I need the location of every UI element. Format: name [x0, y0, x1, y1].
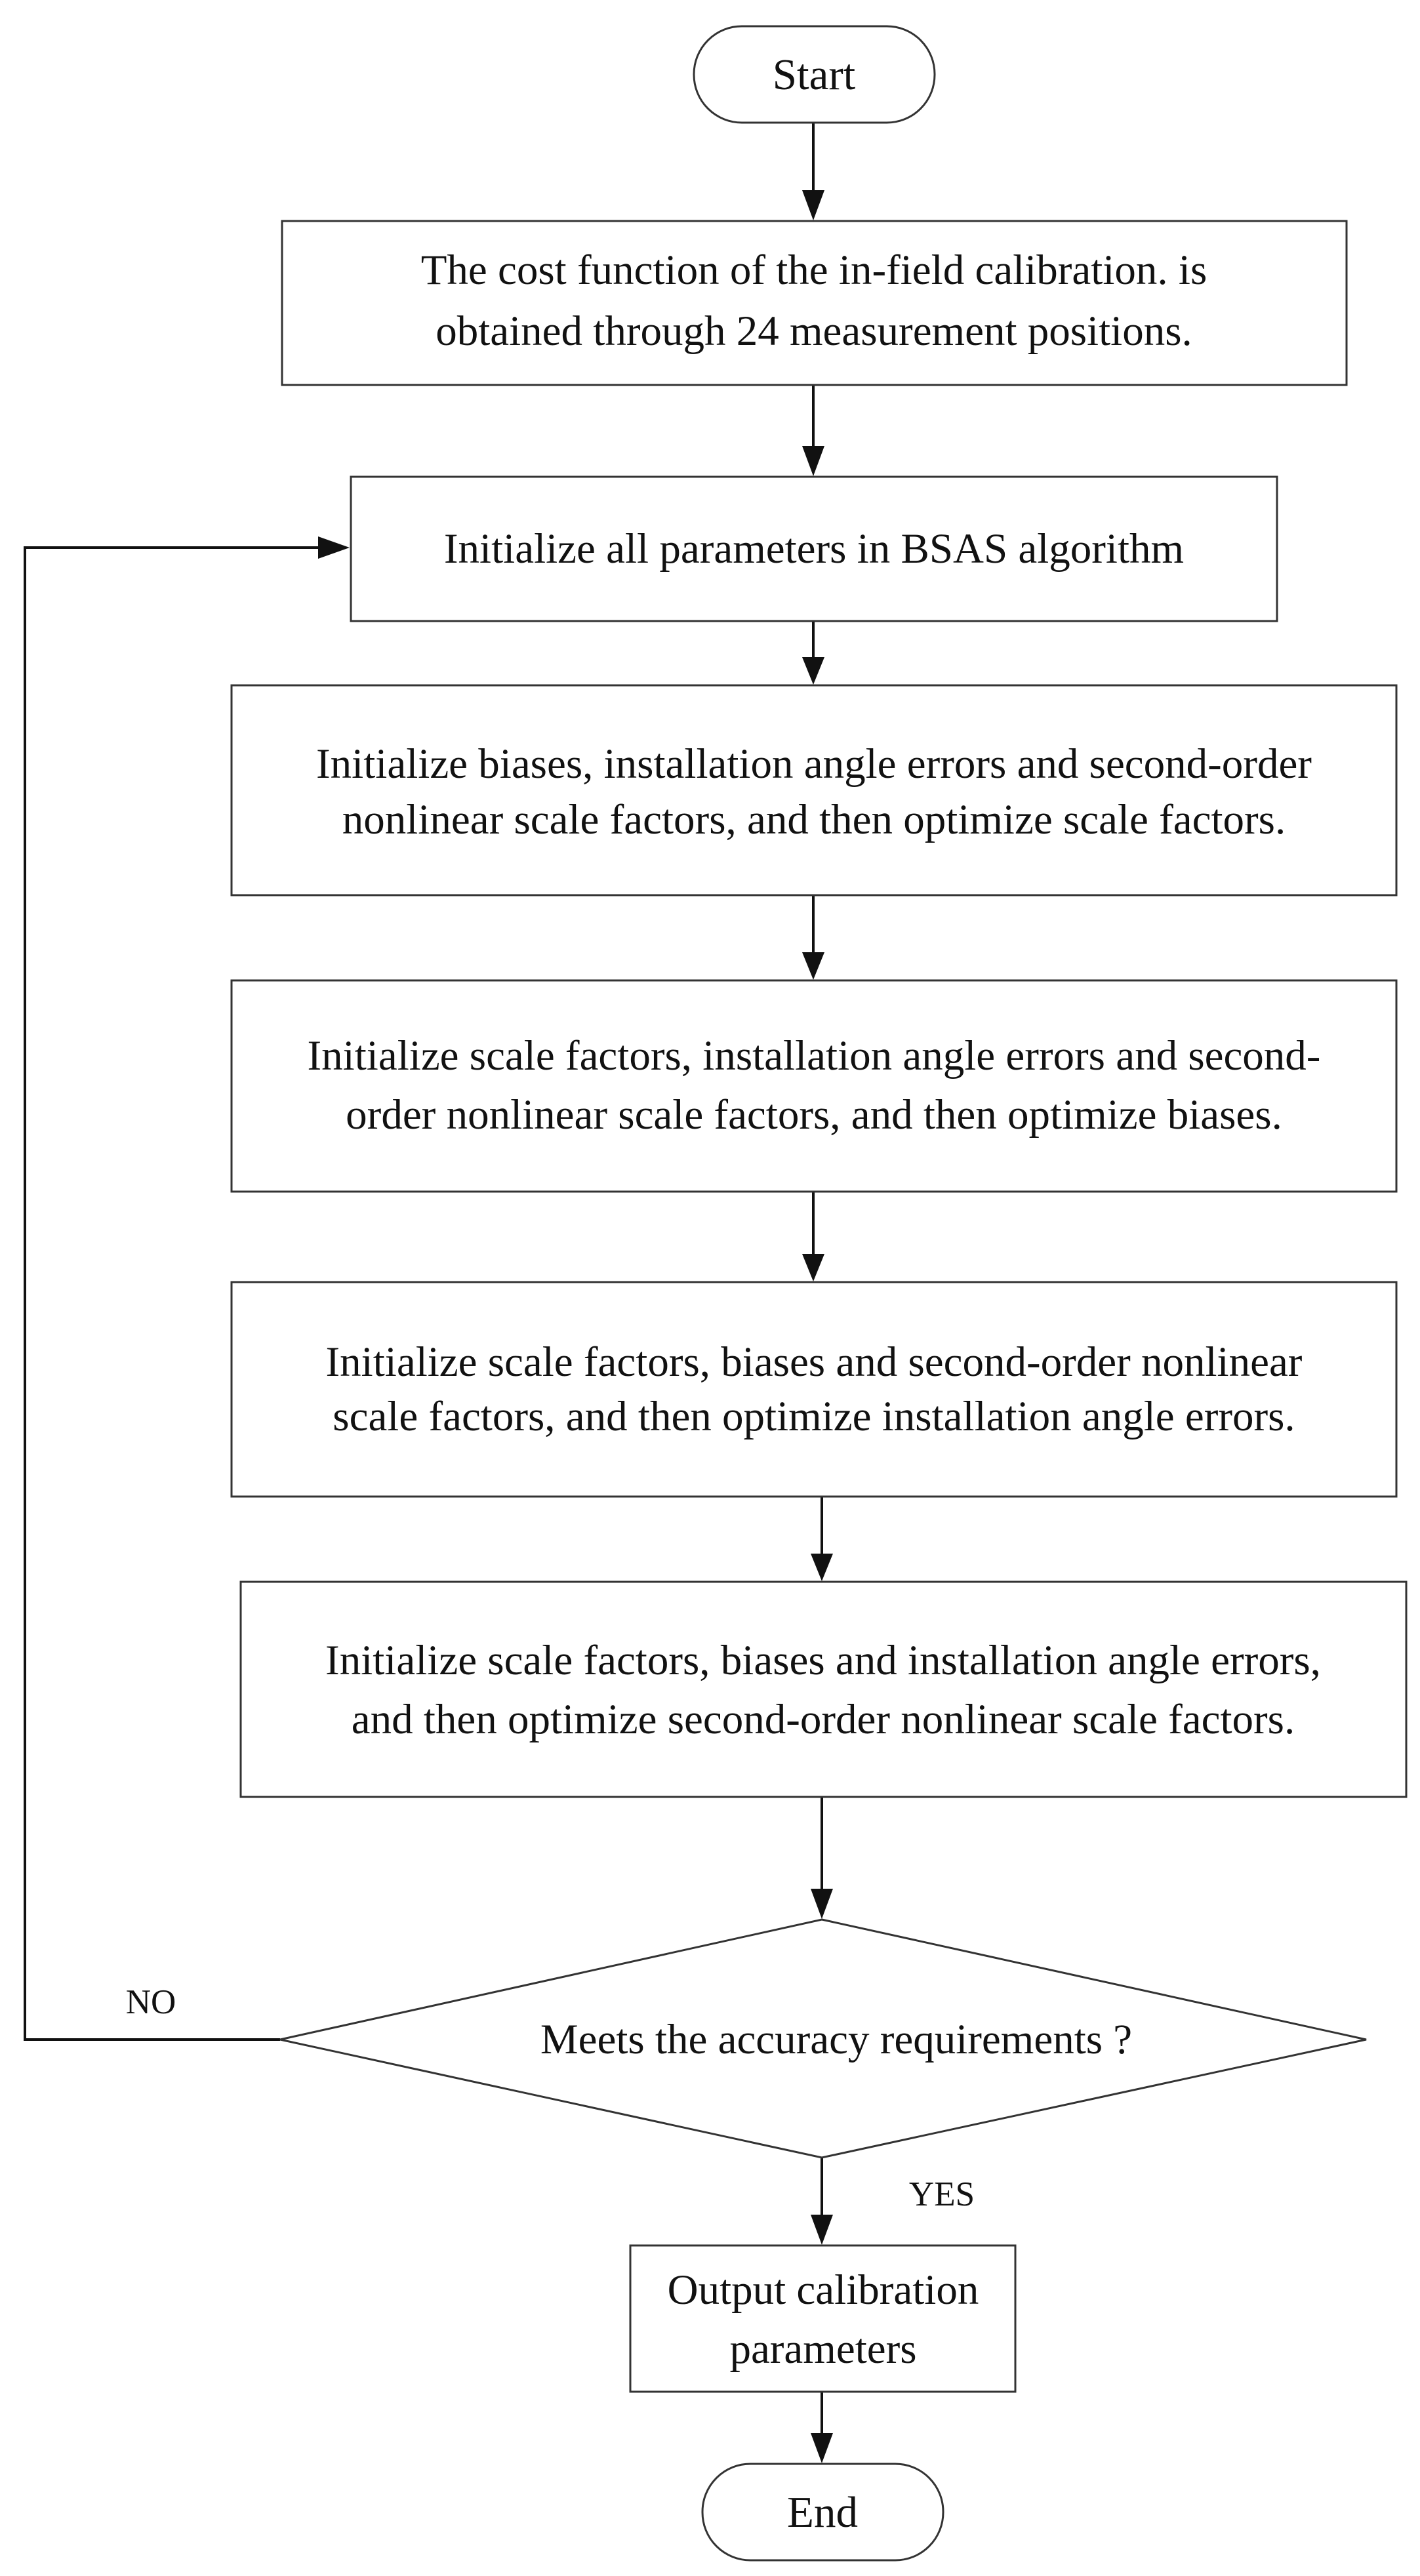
step-label-line: Initialize scale factors, installation angle errors and second- — [307, 1032, 1321, 1079]
yes-branch-label: YES — [908, 2175, 975, 2213]
optimize-installation-angle-errors-step — [232, 1282, 1396, 1497]
step-label-line: Initialize scale factors, biases and installation angle errors, — [325, 1637, 1321, 1684]
optimize-nonlinear-scale-factors-step — [241, 1582, 1406, 1797]
arrow-head-icon — [802, 190, 824, 220]
step-label-line: obtained through 24 measurement positions. — [436, 308, 1192, 355]
step-label-line: The cost function of the in-field calibration. is — [420, 247, 1207, 294]
initialize-parameters-step — [351, 477, 1277, 621]
start-label: Start — [772, 50, 856, 99]
arrow-head-icon — [811, 2433, 833, 2463]
step-label-line: and then optimize second-order nonlinear scale factors. — [351, 1696, 1295, 1743]
start-node — [694, 26, 935, 123]
cost-function-step — [282, 221, 1347, 385]
arrow-head-icon — [802, 446, 824, 476]
step-label-line: order nonlinear scale factors, and then optimize biases. — [346, 1091, 1282, 1138]
decision-label: Meets the accuracy requirements ? — [540, 2016, 1133, 2063]
optimize-biases-step — [232, 980, 1396, 1192]
step-label-line: nonlinear scale factors, and then optimize scale factors. — [342, 796, 1286, 843]
step-label-line: scale factors, and then optimize installation angle errors. — [333, 1393, 1295, 1440]
no-branch-label: NO — [125, 1983, 176, 2021]
arrow-head-icon — [802, 952, 824, 980]
accuracy-decision — [280, 1920, 1366, 2158]
arrow-head-icon — [811, 1554, 833, 1581]
step-label-line: Initialize all parameters in BSAS algorithm — [443, 525, 1185, 573]
output-parameters-step — [630, 2245, 1015, 2392]
optimize-scale-factors-step — [232, 685, 1396, 895]
end-node — [702, 2464, 943, 2560]
step-label-line: Initialize biases, installation angle errors and second-order — [316, 740, 1312, 788]
arrow-head-icon — [802, 1254, 824, 1281]
arrow-head-icon — [811, 2215, 833, 2245]
arrow-head-icon — [318, 536, 350, 559]
arrow-head-icon — [811, 1889, 833, 1919]
end-label: End — [787, 2488, 858, 2537]
step-label-line: Initialize scale factors, biases and second-order nonlinear — [325, 1338, 1303, 1386]
arrow-head-icon — [802, 657, 824, 685]
step-label-line: parameters — [729, 2325, 917, 2373]
step-label-line: Output calibration — [667, 2266, 979, 2314]
